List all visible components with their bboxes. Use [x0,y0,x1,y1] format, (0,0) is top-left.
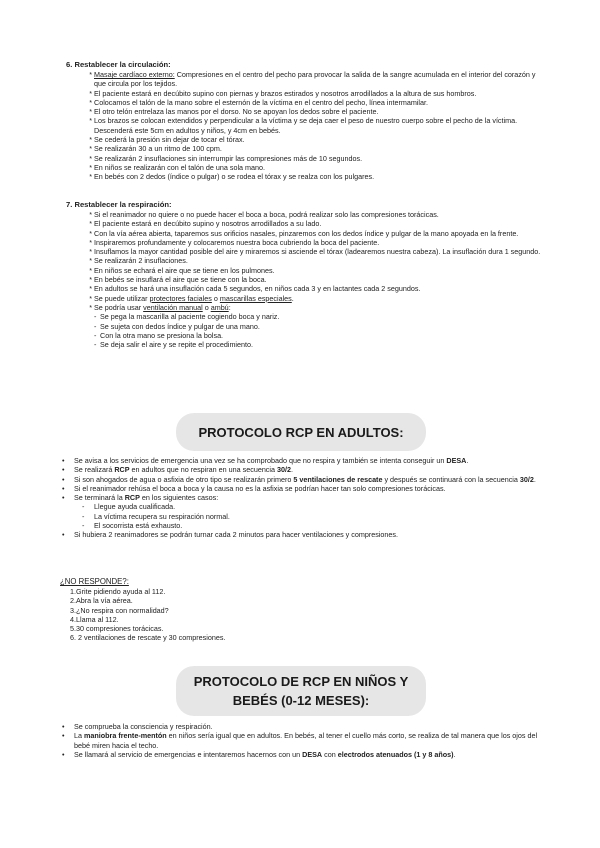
bold-term: maniobra frente-mentón [84,731,167,741]
sub-item: - Se deja salir el aire y se repite el procedimiento. [94,340,546,349]
item-text: en los siguientes casos: [139,493,219,503]
item-text: Compresiones en el centro del pecho para provocar la salida de la sangre acumulada en el interior del corazón y que circula por los tejidos. [94,70,536,89]
bullet-marker: • [62,456,65,465]
step-item: 4.Llama al 112. [70,614,119,624]
bullet-marker: * [89,293,92,303]
bold-term: DESA [446,456,467,465]
bullet-marker: * [89,219,92,229]
section-heading [66,60,546,70]
breathing-list [80,210,546,349]
bold-term: 30/2 [519,474,534,484]
list-item [80,89,546,98]
item-text: El otro telón entrelaza las manos por el dorso. No se apoyan los dedos sobre el paciente. [94,107,379,117]
item-text: Se llamará al servicio de emergencias e intentaremos hacernos con un [74,749,303,759]
section-breathing [66,200,546,349]
step-item: 2.Abra la vía aérea. [70,596,133,606]
bold-term: 30/2 [277,465,291,475]
item-text: Se comprueba la consciencia y respiración. [74,722,213,731]
list-item [80,154,546,163]
item-text: Se cederá la presión sin dejar de tocar el tórax. [94,135,245,145]
bullet-marker: * [89,284,92,294]
item-text: y después se continuará con la secuencia [382,474,520,484]
item-text: Se avisa a los servicios de emergencia una vez se ha comprobado que no respira y también se intenta conseguir un [74,456,447,465]
banner-kids [176,666,426,716]
item-text: El paciente estará en decúbito supino con piernas y brazos estirados y nosotros arrodillados a la altura de sus hombros. [94,88,477,98]
step-item: 1.Grite pidiendo ayuda al 112. [70,587,166,596]
bullet-marker: • [62,749,65,759]
underlined-term: ambú [210,302,229,312]
bullet-marker: * [89,247,92,257]
item-text: en niños sería igual que en adultos. En bebés, al tener el cuello más corto, se realiza de tal manera que los ojos del bebé miren hacia el techo. [74,731,538,750]
item-text: Con la vía aérea abierta, taparemos sus orificios nasales, pinzaremos con los dedos índice y pulgar de la mano apoyada en la frente. [94,228,519,238]
list-item [80,256,546,265]
bullet-marker: * [89,210,92,219]
section-heading [66,200,546,210]
bullet-marker: * [89,153,92,163]
list-item [62,722,552,731]
bold-term: electrodos atenuados (1 y 8 años) [337,749,454,759]
item-text: Insuflamos la mayor cantidad posible del aire y miraremos si asciende el tórax (ladearemos nuestra cabeza). La insuflación dura 1 segundo. [94,247,541,257]
bullet-marker: • [62,530,65,540]
list-item [80,107,546,116]
item-text: Se realizarán 2 insuflaciones sin interrumpir las compresiones más de 10 segundos. [94,153,363,163]
list-item [80,135,546,144]
list-item [62,484,552,493]
bullet-marker: • [62,722,65,731]
banner-title: PROTOCOLO RCP EN ADULTOS: [198,424,404,440]
bullet-marker: * [89,265,92,275]
bullet-marker: * [89,88,92,98]
item-text: Se realizarán 2 insuflaciones. [94,256,188,266]
bullet-marker: • [62,731,65,741]
item-text: Si el reanimador rehúsa el boca a boca y la causa no es la asfixia se podrían hacer tan solo compresiones torácicas. [74,483,446,493]
section-number: 7. [66,200,73,209]
list-item [80,163,546,172]
list-item [62,731,552,750]
item-text: En adultos se hará una insuflación cada 5 segundos, en niños cada 3 y en lactantes cada 2 segundos. [94,284,421,294]
bullet-marker: * [89,228,92,238]
item-text: . [533,474,536,484]
item-text: Si son ahogados de agua o asfixia de otro tipo se realizarán primero [74,474,294,484]
underlined-term: mascarillas especiales [219,293,292,303]
banner-title-line1: PROTOCOLO DE RCP EN NIÑOS Y [193,674,409,689]
item-text: en adultos que no respiran en una secuencia [129,465,277,475]
step-item: 3.¿No respira con normalidad? [70,605,169,615]
item-text: . [466,456,469,465]
banner-adults [176,413,426,451]
bullet-marker: * [89,70,92,79]
item-text: Se realizarán 30 a un ritmo de 100 cpm. [94,144,222,154]
list-item [80,98,546,107]
item-text: : [228,302,231,312]
item-text: o [202,302,211,312]
list-item [80,294,546,303]
section-number: 6. [66,60,73,69]
item-text: con [322,749,338,759]
bold-term: RCP [124,493,140,503]
bold-term: RCP [114,465,130,475]
list-item [80,303,546,349]
steps-list [70,587,540,643]
adults-list [62,456,552,540]
section-no-responde [60,576,540,643]
item-text: Si hubiera 2 reanimadores se podrán turnar cada 2 minutos para hacer ventilaciones y compresiones. [74,530,399,540]
list-item [80,229,546,238]
bullet-marker: * [89,172,92,182]
section-circulation [66,60,546,182]
list-item [62,530,552,539]
item-text: En bebés se insuflará el aire que se tiene con la boca. [94,275,267,285]
sub-item: - El socorrista está exhausto. [82,521,552,530]
item-text: Inspiraremos profundamente y colocaremos nuestra boca cubriendo la boca del paciente. [94,237,380,247]
underlined-term: Masaje cardíaco externo: [94,70,175,79]
item-text: . [291,293,294,303]
item-text: Se puede utilizar [94,293,150,303]
bullet-marker: * [89,256,92,266]
item-text: o [211,293,220,303]
item-text: . [453,749,456,759]
item-text: Si el reanimador no quiere o no puede hacer el boca a boca, podrá realizar solo las compresiones torácicas. [94,210,439,219]
list-item [80,172,546,181]
item-text: Los brazos se colocan extendidos y perpendicular a la víctima y se deja caer el peso de nuestro cuerpo sobre el pecho de la víctima. Descenderá este 5cm en adultos y niños, y 4cm en bebés. [94,116,518,135]
list-item [80,275,546,284]
bullet-marker: • [62,465,65,475]
list-item [62,475,552,484]
bullet-marker: * [89,135,92,145]
manual-steps-list [90,312,546,349]
bullet-marker: • [62,474,65,484]
item-text: . [291,465,293,475]
sub-item: - Se pega la mascarilla al paciente cogiendo boca y nariz. [94,312,546,321]
item-text: En niños se realizarán con el talón de una sola mano. [94,162,266,172]
list-item [80,266,546,275]
bold-term: 5 ventilaciones de rescate [293,474,383,484]
list-item [80,238,546,247]
sub-item: - La víctima recupera su respiración normal. [82,512,552,521]
bullet-marker: * [89,144,92,154]
section-title: Restablecer la respiración: [74,200,172,209]
list-item [80,210,546,219]
sub-item: - Llegue ayuda cualificada. [82,502,552,511]
bullet-marker: * [89,97,92,107]
section-adults [62,456,552,540]
list-item [80,116,546,135]
bullet-marker: • [62,493,65,503]
bullet-marker: * [89,302,92,312]
end-cases-list [78,502,552,530]
list-item [80,219,546,228]
list-item [62,456,552,465]
section-kids [62,722,552,759]
bold-term: DESA [302,749,323,759]
bullet-marker: * [89,107,92,117]
item-text: Colocamos el talón de la mano sobre el esternón de la víctima en el centro del pecho, línea intermamilar. [94,97,429,107]
sub-item: - Se sujeta con dedos índice y pulgar de una mano. [94,322,546,331]
item-text: En niños se echará el aire que se tiene en los pulmones. [94,265,275,275]
item-text: En bebés con 2 dedos (índice o pulgar) o se rodea el tórax y se realza con los pulgares. [94,172,375,182]
list-item [62,493,552,530]
no-responde-title: ¿NO RESPONDE?: [60,577,129,586]
bullet-marker: * [89,116,92,126]
item-text: Se realizará [74,465,115,475]
list-item [62,465,552,474]
section-title: Restablecer la circulación: [74,60,171,69]
list-item [80,70,546,89]
list-item [62,750,552,759]
bullet-marker: * [89,275,92,285]
bullet-marker: * [89,162,92,172]
circulation-list [80,70,546,182]
list-item [80,247,546,256]
list-item [80,144,546,153]
banner-title-line2: BEBÉS (0-12 MESES): [232,693,370,708]
sub-item: - Con la otra mano se presiona la bolsa. [94,331,546,340]
step-item: 6. 2 ventilaciones de rescate y 30 compresiones. [70,633,226,643]
item-text: Se podría usar [94,302,144,312]
item-text: Se terminará la [74,493,125,503]
step-item: 5.30 compresiones torácicas. [70,624,164,634]
bullet-marker: * [89,237,92,247]
underlined-term: protectores faciales [149,293,212,303]
list-item [80,284,546,293]
underlined-term: ventilación manual [143,302,203,312]
kids-list [62,722,552,759]
item-text: La [74,731,84,741]
item-text: El paciente estará en decúbito supino y nosotros arrodillados a su lado. [94,219,322,229]
bullet-marker: • [62,483,65,493]
